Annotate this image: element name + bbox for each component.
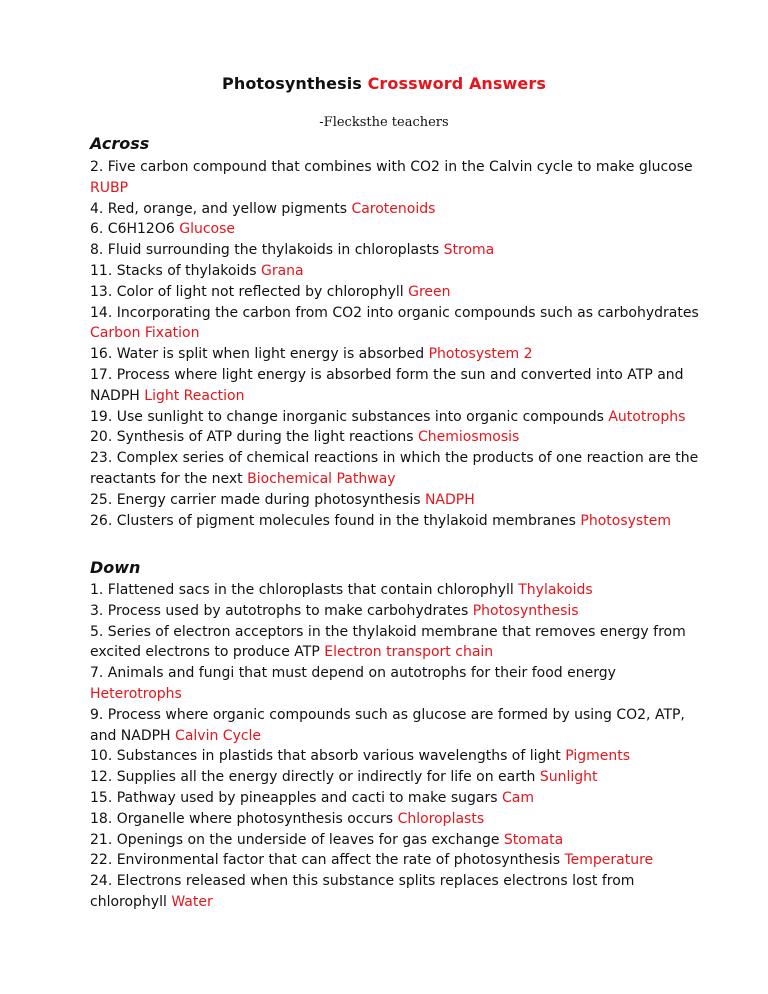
clue-answer: Carbon Fixation: [90, 325, 200, 342]
clue-text: 1. Flattened sacs in the chloroplasts that contain chlorophyll: [90, 582, 514, 598]
down-clue: [90, 622, 700, 664]
clue-text: 17. Process where light energy is absorbed form the sun and converted into ATP and NADPH: [90, 366, 684, 404]
clue-text: 15. Pathway used by pineapples and cacti to make sugars: [90, 789, 498, 806]
clue-text: 10. Substances in plastids that absorb various wavelengths of light: [90, 748, 561, 765]
clue-answer: NADPH: [424, 491, 475, 508]
clue-text: 25. Energy carrier made during photosynthesis: [90, 491, 421, 508]
down-clue: [90, 850, 700, 871]
across-clue-list: [90, 157, 700, 531]
clue-answer: Electron transport chain: [324, 644, 494, 661]
title-main: Photosynthesis: [222, 74, 362, 93]
page-title: [0, 74, 768, 93]
across-clue: [90, 240, 700, 261]
across-clue: [90, 282, 700, 303]
clue-text: 3. Process used by autotrophs to make carbohydrates: [90, 602, 469, 619]
clue-text: 11. Stacks of thylakoids: [90, 262, 257, 279]
clue-text: 13. Color of light not reflected by chlorophyll: [90, 283, 404, 300]
down-heading: Down: [90, 558, 141, 577]
clue-answer: Light Reaction: [144, 387, 245, 404]
across-clue: [90, 157, 700, 199]
author-byline: -Flecksthe teachers: [319, 115, 449, 130]
clue-text: 4. Red, orange, and yellow pigments: [90, 200, 347, 217]
down-clue: [90, 746, 700, 767]
clue-answer: Cam: [501, 789, 534, 806]
across-clue: [90, 427, 700, 448]
clue-text: 6. C6H12O6: [90, 221, 175, 238]
down-clue: [90, 663, 700, 705]
clue-answer: Biochemical Pathway: [247, 470, 396, 487]
clue-text: 14. Incorporating the carbon from CO2 into organic compounds such as carbohydrates: [90, 304, 699, 321]
across-clue: [90, 303, 700, 345]
clue-text: 5. Series of electron acceptors in the thylakoid membrane that removes energy from excited electrons to produce ATP: [90, 623, 686, 661]
title-accent: Crossword Answers: [367, 74, 546, 93]
clue-text: 23. Complex series of chemical reactions in which the products of one reaction are the reactants for the next: [90, 450, 699, 487]
clue-text: 20. Synthesis of ATP during the light reactions: [90, 429, 414, 446]
clue-text: 22. Environmental factor that can affect the rate of photosynthesis: [90, 852, 560, 869]
clue-text: 21. Openings on the underside of leaves for gas exchange: [90, 831, 500, 848]
clue-text: 12. Supplies all the energy directly or indirectly for life on earth: [90, 769, 536, 786]
down-clue: [90, 580, 700, 601]
clue-answer: Water: [171, 893, 213, 910]
clue-answer: Pigments: [565, 748, 631, 765]
clue-answer: RUBP: [90, 179, 129, 196]
clue-answer: Temperature: [564, 852, 654, 869]
clue-text: 16. Water is split when light energy is absorbed: [90, 346, 425, 363]
clue-answer: Chloroplasts: [397, 810, 485, 827]
down-clue: [90, 809, 700, 830]
clue-text: 8. Fluid surrounding the thylakoids in chloroplasts: [90, 242, 440, 259]
clue-answer: Heterotrophs: [90, 685, 182, 702]
clue-answer: Glucose: [179, 221, 235, 238]
down-clue: [90, 830, 700, 851]
clue-answer: Photosynthesis: [472, 602, 579, 619]
across-clue: [90, 407, 700, 428]
across-clue: [90, 365, 700, 407]
clue-answer: Stomata: [503, 831, 564, 848]
clue-answer: Photosystem 2: [428, 346, 533, 363]
down-clue: [90, 705, 700, 747]
across-clue: [90, 219, 700, 240]
across-clue: [90, 448, 700, 490]
down-clue: [90, 871, 700, 913]
down-clue: [90, 601, 700, 622]
clue-text: 7. Animals and fungi that must depend on autotrophs for their food energy: [90, 665, 616, 682]
across-heading: Across: [90, 134, 150, 153]
clue-answer: Calvin Cycle: [175, 727, 262, 744]
across-clue: [90, 344, 700, 365]
clue-answer: Thylakoids: [518, 582, 593, 598]
clue-answer: Carotenoids: [351, 200, 436, 217]
clue-answer: Autotrophs: [608, 408, 686, 425]
clue-answer: Stroma: [443, 242, 495, 259]
across-clue: [90, 199, 700, 220]
clue-text: 2. Five carbon compound that combines with CO2 in the Calvin cycle to make glucose: [90, 159, 693, 175]
down-clue: [90, 767, 700, 788]
clue-text: 9. Process where organic compounds such as glucose are formed by using CO2, ATP, and NADPH: [90, 706, 685, 744]
clue-answer: Photosystem: [580, 512, 671, 529]
clue-answer: Sunlight: [539, 769, 598, 786]
across-clue: [90, 261, 700, 282]
clue-text: 24. Electrons released when this substance splits replaces electrons lost from chlorophyll: [90, 873, 635, 910]
clue-text: 26. Clusters of pigment molecules found in the thylakoid membranes: [90, 512, 576, 529]
clue-answer: Chemiosmosis: [417, 429, 520, 446]
clue-text: 18. Organelle where photosynthesis occurs: [90, 810, 394, 827]
clue-text: 19. Use sunlight to change inorganic substances into organic compounds: [90, 408, 604, 425]
down-clue-list: [90, 580, 700, 913]
clue-answer: Grana: [260, 262, 304, 279]
down-clue: [90, 788, 700, 809]
across-clue: [90, 511, 700, 532]
across-clue: [90, 490, 700, 511]
clue-answer: Green: [408, 283, 451, 300]
